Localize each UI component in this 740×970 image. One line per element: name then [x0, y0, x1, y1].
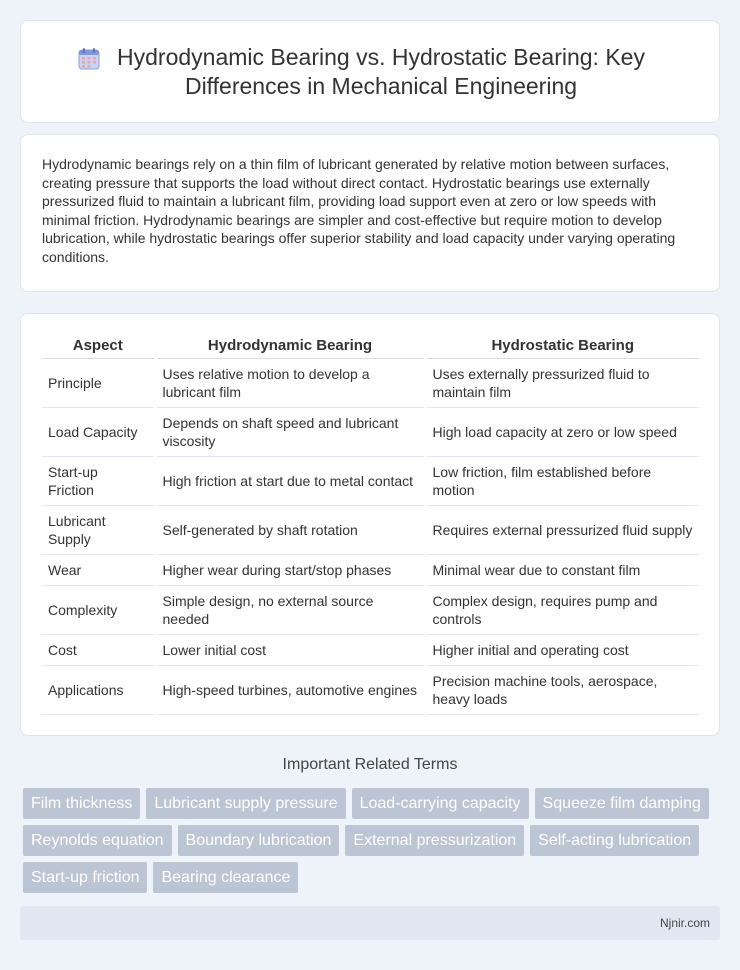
footer-site-name[interactable]: Njnir.com: [659, 916, 710, 930]
page-title: Hydrodynamic Bearing vs. Hydrostatic Bearing: Key Differences in Mechanical Engineering: [117, 43, 645, 99]
comparison-table-card: [20, 313, 720, 736]
header-hydrodynamic: Hydrodynamic Bearing: [155, 334, 425, 358]
hydrodynamic-cell: Lower initial cost: [155, 634, 425, 665]
hydrostatic-cell: Precision machine tools, aerospace, heavy loads: [425, 665, 699, 714]
related-terms-heading: Important Related Terms: [282, 756, 458, 773]
related-term-tag[interactable]: External pressurization: [345, 825, 524, 856]
title-card: [20, 20, 720, 123]
related-term-tag[interactable]: Start-up friction: [23, 862, 147, 893]
related-term-tag[interactable]: Load-carrying capacity: [352, 788, 529, 819]
header-hydrostatic: Hydrostatic Bearing: [425, 334, 699, 358]
aspect-cell: Wear: [42, 554, 155, 585]
related-term-tag[interactable]: Boundary lubrication: [178, 825, 340, 856]
hydrostatic-cell: Uses externally pressurized fluid to maintain film: [425, 358, 699, 407]
aspect-cell: Lubricant Supply: [42, 505, 155, 554]
hydrodynamic-cell: Uses relative motion to develop a lubricant film: [155, 358, 425, 407]
hydrodynamic-cell: Self-generated by shaft rotation: [155, 505, 425, 554]
summary-card: [20, 134, 720, 292]
table-row: [42, 554, 699, 585]
hydrodynamic-cell: High friction at start due to metal contact: [155, 456, 425, 505]
table-row: [42, 407, 699, 456]
table-row: [42, 665, 699, 714]
hydrostatic-cell: Requires external pressurized fluid supply: [425, 505, 699, 554]
aspect-cell: Cost: [42, 634, 155, 665]
comparison-table: [42, 334, 699, 715]
aspect-cell: Start-up Friction: [42, 456, 155, 505]
related-term-tag[interactable]: Lubricant supply pressure: [146, 788, 345, 819]
aspect-cell: Principle: [42, 358, 155, 407]
related-term-tag[interactable]: Self-acting lubrication: [530, 825, 699, 856]
aspect-cell: Load Capacity: [42, 407, 155, 456]
hydrodynamic-cell: High-speed turbines, automotive engines: [155, 665, 425, 714]
aspect-cell: Complexity: [42, 585, 155, 634]
related-term-tag[interactable]: Squeeze film damping: [535, 788, 709, 819]
summary-text: Hydrodynamic bearings rely on a thin film of lubricant generated by relative motion between surfaces, creating pressure that supports the load without direct contact. Hydrostatic bearings use externally pressurized fluid to maintain a lubricant film, providing load support even at zero or low speeds with minimal friction. Hydrodynamic bearings are simpler and cost-effective but require motion to develop lubrication, while hydrostatic bearings offer superior stability and load capacity under varying operating conditions.: [42, 156, 676, 265]
table-row: [42, 634, 699, 665]
header-aspect: Aspect: [42, 334, 155, 358]
table-row: [42, 358, 699, 407]
hydrostatic-cell: Higher initial and operating cost: [425, 634, 699, 665]
related-term-tag[interactable]: Reynolds equation: [23, 825, 172, 856]
related-term-tag[interactable]: Film thickness: [23, 788, 140, 819]
footer: [20, 906, 720, 940]
hydrodynamic-cell: Higher wear during start/stop phases: [155, 554, 425, 585]
hydrostatic-cell: High load capacity at zero or low speed: [425, 407, 699, 456]
aspect-cell: Applications: [42, 665, 155, 714]
table-row: [42, 456, 699, 505]
hydrodynamic-cell: Simple design, no external source needed: [155, 585, 425, 634]
table-row: [42, 505, 699, 554]
hydrodynamic-cell: Depends on shaft speed and lubricant viscosity: [155, 407, 425, 456]
hydrostatic-cell: Complex design, requires pump and controls: [425, 585, 699, 634]
table-header-row: [42, 334, 699, 358]
table-row: [42, 585, 699, 634]
hydrostatic-cell: Low friction, film established before motion: [425, 456, 699, 505]
hydrostatic-cell: Minimal wear due to constant film: [425, 554, 699, 585]
related-terms-list: [23, 788, 723, 899]
related-term-tag[interactable]: Bearing clearance: [153, 862, 298, 893]
